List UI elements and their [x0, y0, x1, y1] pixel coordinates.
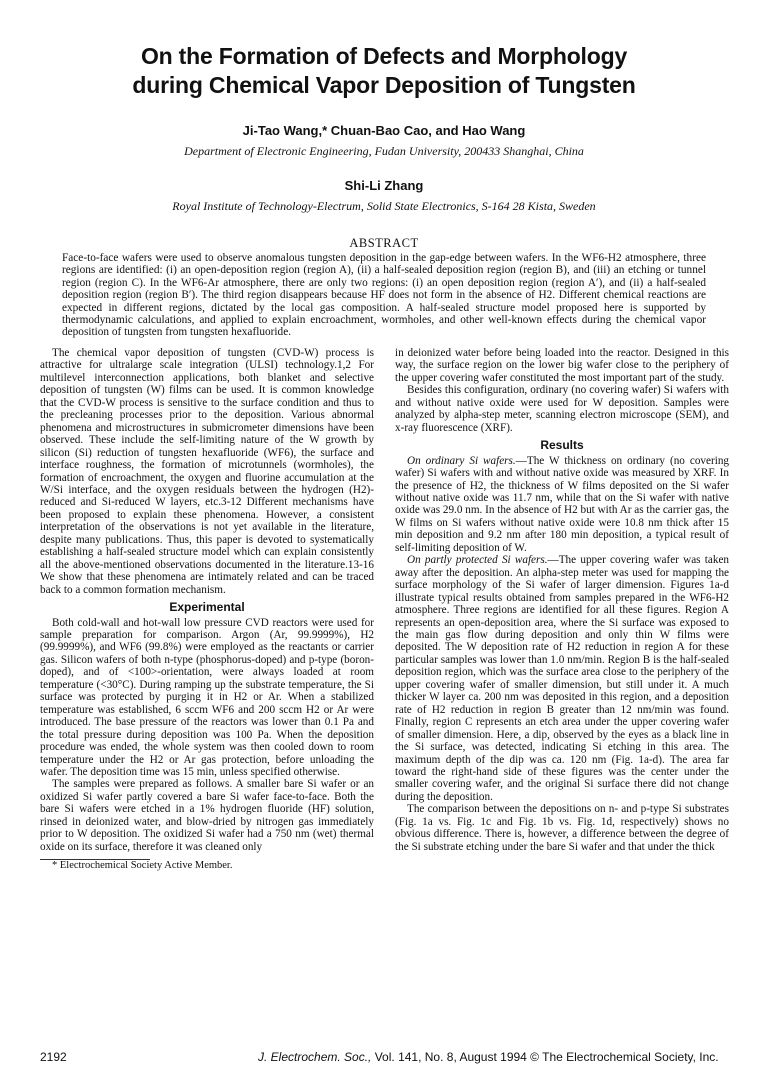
- affiliation-primary: Department of Electronic Engineering, Fudan University, 200433 Shanghai, China: [184, 144, 584, 158]
- abstract-heading: ABSTRACT: [349, 236, 419, 250]
- partly-protected-paragraph: [395, 554, 729, 803]
- title-line-1: On the Formation of Defects and Morphology: [140, 43, 628, 69]
- journal-details: Vol. 141, No. 8, August 1994 © The Electrochemical Society, Inc.: [374, 1050, 719, 1064]
- intro-paragraph: The chemical vapor deposition of tungsten (CVD-W) process is attractive for ultralarge scale integration (ULSI) technology.1,2 For multilevel interconnection applications, both blanket and selective deposition of tungsten (W) films can be used. It is common knowledge that the CVD-W process is sensitive to the surface condition and thus to the precleaning processes prior to the deposition. Various abnormal phenomena and microstructures in submicrometer dimensions have been observed. These include the self-limiting nature of the W growth by silicon (Si) reduction of tungsten hexafluoride (WF6), the surface and interface roughness, the formation of microtunnels (wormholes), the formation of encroachment, the oxygen and fluorine accumulation at the W/Si interface, and the oxygen residuals between the hydrogen (H2)-reduced and Si-reduced W layers, etc.3-12 Different mechanisms have been proposed to explain these phenomena. However, a consistent interpretation of the observations is not yet available in the literature, despite many publications. Thus, this paper is devoted to systematically establishing a half-sealed structure model which can explain consistently all the above-mentioned observations documented in the literature.13-16 We show that these phenomena are intimately related and can be traced back to a common formation mechanism.: [40, 347, 374, 596]
- journal-name: J. Electrochem. Soc.,: [258, 1050, 372, 1064]
- authors-primary: Ji-Tao Wang,* Chuan-Bao Cao, and Hao Wang: [242, 123, 526, 138]
- experimental-paragraph-1: Both cold-wall and hot-wall low pressure CVD reactors were used for sample preparation for comparison. Argon (Ar, 99.9999%), H2 (99.9999%), and WF6 (99.8%) were employed as the reactants or carrier gas. Silicon wafers of both n-type (phosphorus-doped) and p-type (boron-doped), and of <100>-orientation, were always loaded at room temperature (<30°C). During ramping up the substrate temperature, the Si surface was protected by purging it in H2 or Ar. When a stabilized temperature was established, 6 sccm WF6 and 200 sccm H2 or Ar were introduced. The base pressure of the reactors was lower than 0.1 Pa and the total pressure during deposition was 100 Pa. When the deposition procedure was ended, the whole system was then cooled down to room temperature under the H2 or Ar gas protection, before unloading the wafer. The deposition time was 15 min, unless specified otherwise.: [40, 616, 374, 778]
- ordinary-wafers-label: On ordinary Si wafers.: [407, 454, 516, 467]
- title-line-2: during Chemical Vapor Deposition of Tungsten: [132, 72, 636, 98]
- page-number: 2192: [40, 1050, 67, 1064]
- comparison-paragraph: The comparison between the depositions on n- and p-type Si substrates (Fig. 1a vs. Fig. 1c and Fig. 1b vs. Fig. 1d, respectively) shows no obvious difference. There is, however, a difference between the degree of the Si substrate etching under the bare Si wafer and that under the thick: [395, 803, 729, 853]
- right-column: [395, 347, 729, 853]
- authors-secondary: Shi-Li Zhang: [344, 178, 424, 193]
- ordinary-wafers-text: —The W thickness on ordinary (no covering wafer) Si wafers with and without native oxide was measured by XRF. In the presence of H2, the thickness of W films deposited on the Si wafer without native oxide was 11.7 nm, while that on the Si wafer with native oxide was 29.0 nm. In the absence of H2 but with Ar as the carrier gas, the W films on Si wafers without native oxide were 10.8 nm thick after 15 min deposition and 9.2 nm after 180 min deposition, a typical result of self-limiting deposition of W.: [395, 454, 730, 554]
- paper-title: [40, 42, 728, 100]
- experimental-heading: Experimental: [169, 600, 245, 615]
- left-column: [40, 347, 374, 873]
- partly-protected-label: On partly protected Si wafers.: [407, 554, 548, 567]
- partly-protected-text: —The upper covering wafer was taken away after the deposition. An alpha-step meter was used for mapping the surface morphology of the Si wafer of larger dimension. Figures 1a-d illustrate typical results obtained from samples prepared in the WF6-H2 atmosphere. Three regions are identified for all these figures. Region A represents an open-deposition area, where the Si surface was exposed to the main gas flow during deposition and only thin W films were deposited. The W deposition rate of H2 reduction in region A for these particular samples was lower than 1.0 nm/min. Region B is the half-sealed deposition region, which was the surface area close to the periphery of the upper covering wafer of smaller dimension, but still under it. A much thicker W layer ca. 200 nm was deposited in this region, and a deposition rate of H2 reduction in region B greater than 12 nm/min was found. Finally, region C represents an etch area under the upper covering wafer of smaller dimension. Here, a dip, observed by the eyes as a black line in the Si surface, was detected, indicating Si etching in this area. The maximum depth of the dip was ca. 120 nm (Fig. 1a-d). The area far toward the right-hand side of these figures was the center under the smaller covering wafer, and the original Si surface there did not change during the deposition.: [395, 554, 730, 803]
- footnote: * Electrochemical Society Active Member.: [52, 860, 233, 872]
- configuration-paragraph: Besides this configuration, ordinary (no covering wafer) Si wafers with and without native oxide were used for W deposition. Samples were analyzed by alpha-step meter, scanning electron microscope (SEM), and x-ray fluorescence (XRF).: [395, 384, 729, 434]
- affiliation-secondary: Royal Institute of Technology-Electrum, Solid State Electronics, S-164 28 Kista, Sweden: [172, 199, 596, 213]
- ordinary-wafers-paragraph: [395, 455, 729, 555]
- results-heading: Results: [540, 438, 584, 453]
- experimental-paragraph-2: The samples were prepared as follows. A smaller bare Si wafer or an oxidized Si wafer partly covered a bare Si wafer face-to-face. Both the bare Si wafers were etched in a 1% hydrogen fluoride (HF) solution, rinsed in deionized water, and blow-dried by nitrogen gas immediately prior to W deposition. The oxidized Si wafer had a 750 nm (wet) thermal oxide on its surface, therefore it was cleaned only: [40, 778, 374, 853]
- abstract-text: Face-to-face wafers were used to observe anomalous tungsten deposition in the gap-edge between wafers. In the WF6-H2 atmosphere, three regions are identified: (i) an open-deposition region (region A), (ii) a half-sealed deposition region (region B), and (iii) an etching or tunnel region (region C). In the WF6-Ar atmosphere, there are only two regions: (i) an open deposition region (region A′), and (ii) a half-sealed deposition region (region B′). The third region disappears because HF does not form in the absence of H2. Different chemical reactions are expected in different regions, dictated by the local gas composition. A half-sealed structure model proposed here is supported by thermodynamic calculations, and applied to explain encroachment, wormholes, and other well-known effects during the chemical vapor deposition of tungsten from tungsten hexafluoride.: [62, 252, 706, 339]
- journal-citation: [258, 1050, 719, 1064]
- continued-paragraph: in deionized water before being loaded into the reactor. Designed in this way, the surface region on the lower big wafer close to the periphery of the upper covering wafer constituted the most important part of the study.: [395, 347, 729, 384]
